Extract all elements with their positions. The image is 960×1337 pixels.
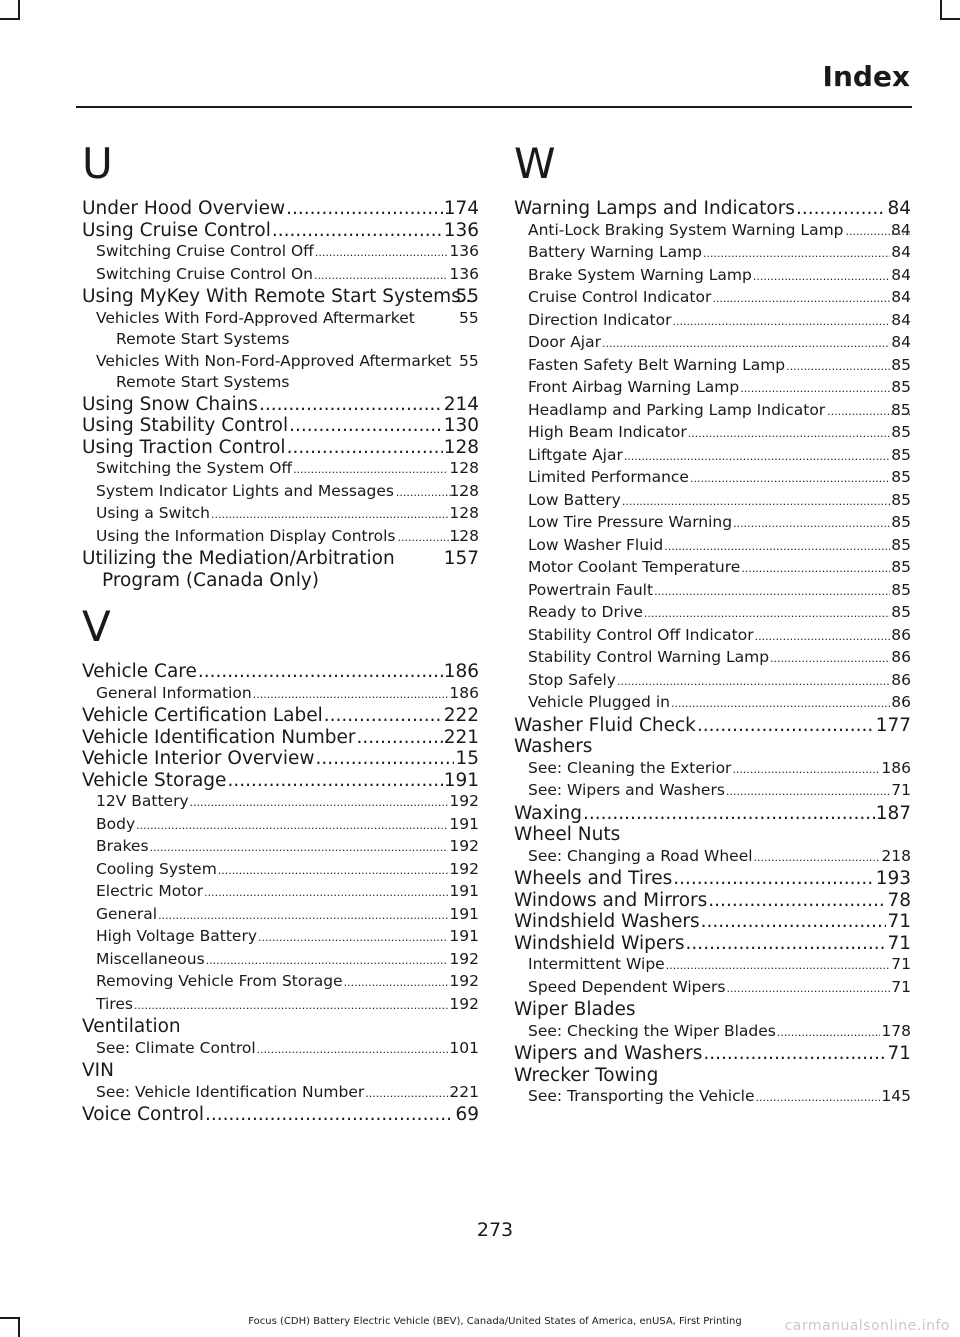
- index-entry[interactable]: Vehicle Identification Number ..... 221: [82, 727, 479, 749]
- index-subentry[interactable]: Direction Indicator ..... 84: [514, 310, 911, 333]
- index-entry[interactable]: Washer Fluid Check ..... 177: [514, 715, 911, 737]
- crop-mark: [940, 18, 960, 20]
- index-subentry[interactable]: See: Climate Control ..... 101: [82, 1038, 479, 1061]
- crop-mark: [0, 18, 20, 20]
- index-entry[interactable]: Wheels and Tires ..... 193: [514, 868, 911, 890]
- index-entry[interactable]: Using Traction Control ..... 128: [82, 437, 479, 459]
- index-subentry[interactable]: Stability Control Off Indicator ..... 86: [514, 625, 911, 648]
- index-subentry[interactable]: Low Washer Fluid ..... 85: [514, 535, 911, 558]
- index-subentry[interactable]: Switching Cruise Control On ..... 136: [82, 264, 479, 287]
- index-subentry[interactable]: Removing Vehicle From Storage ..... 192: [82, 971, 479, 994]
- index-entry[interactable]: Using Snow Chains ..... 214: [82, 394, 479, 416]
- index-subentry[interactable]: Body ..... 191: [82, 814, 479, 837]
- index-subentry[interactable]: Vehicles With Non-Ford-Approved Aftermarket Remote Start Systems 55: [96, 351, 479, 391]
- index-subentry[interactable]: Speed Dependent Wipers ..... 71: [514, 977, 911, 1000]
- index-entry[interactable]: Vehicle Certification Label ..... 222: [82, 705, 479, 727]
- index-subentry[interactable]: See: Cleaning the Exterior ..... 186: [514, 758, 911, 781]
- index-subentry[interactable]: Cooling System ..... 192: [82, 859, 479, 882]
- index-subentry[interactable]: Brakes ..... 192: [82, 836, 479, 859]
- index-heading: Wrecker Towing: [514, 1064, 659, 1086]
- index-entry[interactable]: Utilizing the Mediation/Arbitration Program (Canada Only) 157: [82, 548, 479, 591]
- index-subentry[interactable]: See: Wipers and Washers ..... 71: [514, 780, 911, 803]
- index-subentry[interactable]: Limited Performance ..... 85: [514, 467, 911, 490]
- index-subentry[interactable]: See: Changing a Road Wheel ..... 218: [514, 846, 911, 869]
- index-subentry[interactable]: Electric Motor ..... 191: [82, 881, 479, 904]
- index-subentry[interactable]: Anti-Lock Braking System Warning Lamp ..... 84: [514, 220, 911, 243]
- index-subentry[interactable]: System Indicator Lights and Messages ..... 128: [82, 481, 479, 504]
- index-entry[interactable]: Using Stability Control ..... 130: [82, 415, 479, 437]
- index-entry[interactable]: Vehicle Storage ..... 191: [82, 770, 479, 792]
- index-subentry[interactable]: See: Checking the Wiper Blades ..... 178: [514, 1021, 911, 1044]
- index-entry[interactable]: Waxing ..... 187: [514, 803, 911, 825]
- index-subentry[interactable]: Low Tire Pressure Warning ..... 85: [514, 512, 911, 535]
- footer-text: Focus (CDH) Battery Electric Vehicle (BEV), Canada/United States of America, enUSA, First Printing: [248, 1316, 742, 1327]
- crop-mark: [18, 0, 20, 20]
- index-entry[interactable]: Warning Lamps and Indicators ..... 84: [514, 198, 911, 220]
- page-title: Index: [822, 60, 910, 93]
- index-subentry[interactable]: Stop Safely ..... 86: [514, 670, 911, 693]
- index-subentry[interactable]: Using a Switch ..... 128: [82, 503, 479, 526]
- index-subentry[interactable]: Miscellaneous ..... 192: [82, 949, 479, 972]
- index-subentry[interactable]: Switching the System Off ..... 128: [82, 458, 479, 481]
- index-heading: Wheel Nuts: [514, 824, 621, 845]
- index-subentry[interactable]: See: Transporting the Vehicle ..... 145: [514, 1086, 911, 1109]
- index-subentry[interactable]: Powertrain Fault ..... 85: [514, 580, 911, 603]
- watermark: carmanualsonline.info: [784, 1318, 950, 1334]
- index-entry[interactable]: Voice Control ..... 69: [82, 1104, 479, 1126]
- index-entry[interactable]: Windows and Mirrors ..... 78: [514, 890, 911, 912]
- index-heading: Washers: [514, 736, 593, 757]
- index-heading: Wiper Blades: [514, 999, 636, 1020]
- index-heading: VIN: [82, 1060, 114, 1081]
- index-subentry[interactable]: Stability Control Warning Lamp ..... 86: [514, 647, 911, 670]
- index-entry[interactable]: Vehicle Care ..... 186: [82, 661, 479, 683]
- index-entry[interactable]: Using Cruise Control ..... 136: [82, 220, 479, 242]
- index-subentry[interactable]: Motor Coolant Temperature ..... 85: [514, 557, 911, 580]
- index-subentry[interactable]: Tires ..... 192: [82, 994, 479, 1017]
- index-entry[interactable]: Vehicle Interior Overview ..... 15: [82, 748, 479, 770]
- section-letter-w: W: [514, 139, 556, 188]
- index-subentry[interactable]: See: Vehicle Identification Number ..... 221: [82, 1082, 479, 1105]
- page-number: 273: [476, 1219, 514, 1241]
- section-letter-v: V: [82, 602, 111, 651]
- index-subentry[interactable]: High Voltage Battery ..... 191: [82, 926, 479, 949]
- index-subentry[interactable]: Using the Information Display Controls ..... 128: [82, 526, 479, 549]
- index-subentry[interactable]: Battery Warning Lamp ..... 84: [514, 242, 911, 265]
- index-subentry[interactable]: General Information ..... 186: [82, 683, 479, 706]
- header-rule: [76, 106, 912, 108]
- index-column-right: [514, 128, 911, 1109]
- index-entry[interactable]: Wipers and Washers ..... 71: [514, 1043, 911, 1065]
- index-subentry[interactable]: Low Battery ..... 85: [514, 490, 911, 513]
- crop-mark: [940, 0, 942, 20]
- index-subentry[interactable]: Switching Cruise Control Off ..... 136: [82, 241, 479, 264]
- index-subentry[interactable]: Fasten Safety Belt Warning Lamp ..... 85: [514, 355, 911, 378]
- index-subentry[interactable]: Vehicles With Ford-Approved Aftermarket Remote Start Systems 55: [96, 308, 479, 348]
- index-subentry[interactable]: High Beam Indicator ..... 85: [514, 422, 911, 445]
- index-entry[interactable]: Under Hood Overview ..... 174: [82, 198, 479, 220]
- section-letter-u: U: [82, 139, 113, 188]
- index-column-left: [82, 128, 479, 1126]
- index-heading: Ventilation: [82, 1016, 181, 1037]
- index-entry[interactable]: Using MyKey With Remote Start Systems ..... 55: [82, 286, 479, 308]
- index-subentry[interactable]: Ready to Drive ..... 85: [514, 602, 911, 625]
- index-subentry[interactable]: 12V Battery ..... 192: [82, 791, 479, 814]
- index-subentry[interactable]: Front Airbag Warning Lamp ..... 85: [514, 377, 911, 400]
- index-entry[interactable]: Windshield Wipers ..... 71: [514, 933, 911, 955]
- index-subentry[interactable]: Door Ajar ..... 84: [514, 332, 911, 355]
- index-subentry[interactable]: Intermittent Wipe ..... 71: [514, 954, 911, 977]
- index-subentry[interactable]: Brake System Warning Lamp ..... 84: [514, 265, 911, 288]
- index-subentry[interactable]: Liftgate Ajar ..... 85: [514, 445, 911, 468]
- index-subentry[interactable]: Cruise Control Indicator ..... 84: [514, 287, 911, 310]
- index-subentry[interactable]: General ..... 191: [82, 904, 479, 927]
- index-subentry[interactable]: Vehicle Plugged in ..... 86: [514, 692, 911, 715]
- index-subentry[interactable]: Headlamp and Parking Lamp Indicator ..... 85: [514, 400, 911, 423]
- index-entry[interactable]: Windshield Washers ..... 71: [514, 911, 911, 933]
